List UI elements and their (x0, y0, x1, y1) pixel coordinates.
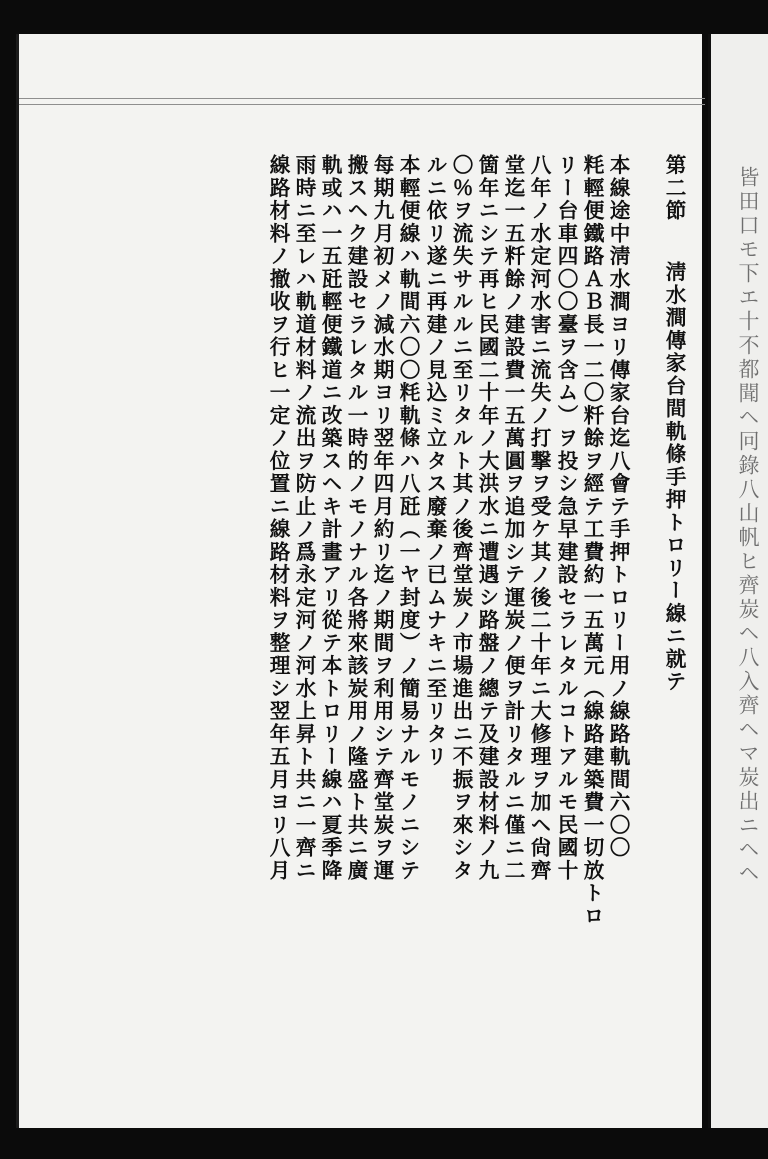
header-rule-top (19, 98, 705, 99)
text-column-1: 本線途中淸水澗ヨリ傳家台迄八會テ手押トロリー用ノ線路軌間六〇〇 (606, 154, 630, 860)
text-column-11: 搬スヘク建設セラレタル一時的ノモノナル各將來該炭用ノ隆盛ト共ニ廣 (344, 154, 368, 882)
text-column-6: 箇年ニシテ再ヒ民國二十年ノ大洪水ニ遭遇シ路盤ノ總テ及建設材料ノ九 (475, 154, 499, 882)
text-column-7: 〇％ヲ流失サルルニ至リタルト其ノ後齊堂炭ノ市場進出ニ不振ヲ來シタ (449, 154, 473, 882)
section-title: 淸水澗傳家台間軌條手押トロリー線ニ就テ (662, 261, 686, 694)
header-rule-bottom (19, 104, 705, 105)
text-column-3: リー台車四〇〇臺ヲ含ム）ヲ投シ急早建設セラレタルコトアルモ民國十 (554, 154, 578, 882)
next-page-text-fragment: 皆田口モ下エ十不都聞ヘ冋錄八山帆ヒ齊炭ヘ八入齊ヘマ炭出ニヘヘ (736, 166, 760, 886)
section-number: 第二節 (662, 154, 686, 223)
next-page-edge (708, 34, 768, 1128)
text-column-12: 軌或ハ一五瓩輕便鐵道ニ改築スヘキ計畫アリ從テ本トロリー線ハ夏季降 (318, 154, 342, 882)
text-column-9: 本輕便線ハ軌間六〇〇粍軌條ハ八瓩（一ヤ封度）ノ簡易ナルモノニシテ (396, 154, 420, 882)
text-column-2: 粍輕便鐵路ＡＢ長一二〇粁餘ヲ經テ工費約一五萬元（線路建築費一切放トロ (580, 154, 604, 928)
text-column-13: 雨時ニ至レハ軌道材料ノ流出ヲ防止ノ爲永定河ノ河水上昇ト共ニ一齊ニ (292, 154, 316, 882)
text-column-14: 線路材料ノ撤收ヲ行ヒ一定ノ位置ニ線路材料ヲ整理シ翌年五月ヨリ八月 (266, 154, 290, 882)
text-column-8: ルニ依リ遂ニ再建ノ見込ミ立タス廢棄ノ已ムナキニ至リタリ (423, 154, 447, 769)
text-column-4: 八年ノ水定河水害ニ流失ノ打撃ヲ受ケ其ノ後二十年ニ大修理ヲ加ヘ尙齊 (527, 154, 551, 882)
book-page (16, 34, 702, 1128)
text-column-5: 堂迄一五粁餘ノ建設費一五萬圓ヲ追加シテ運炭ノ便ヲ計リタルニ僅ニ二 (501, 154, 525, 882)
text-column-10: 每期九月初メノ減水期ヨリ翌年四月約リ迄ノ期間ヲ利用シテ齊堂炭ヲ運 (370, 154, 394, 882)
